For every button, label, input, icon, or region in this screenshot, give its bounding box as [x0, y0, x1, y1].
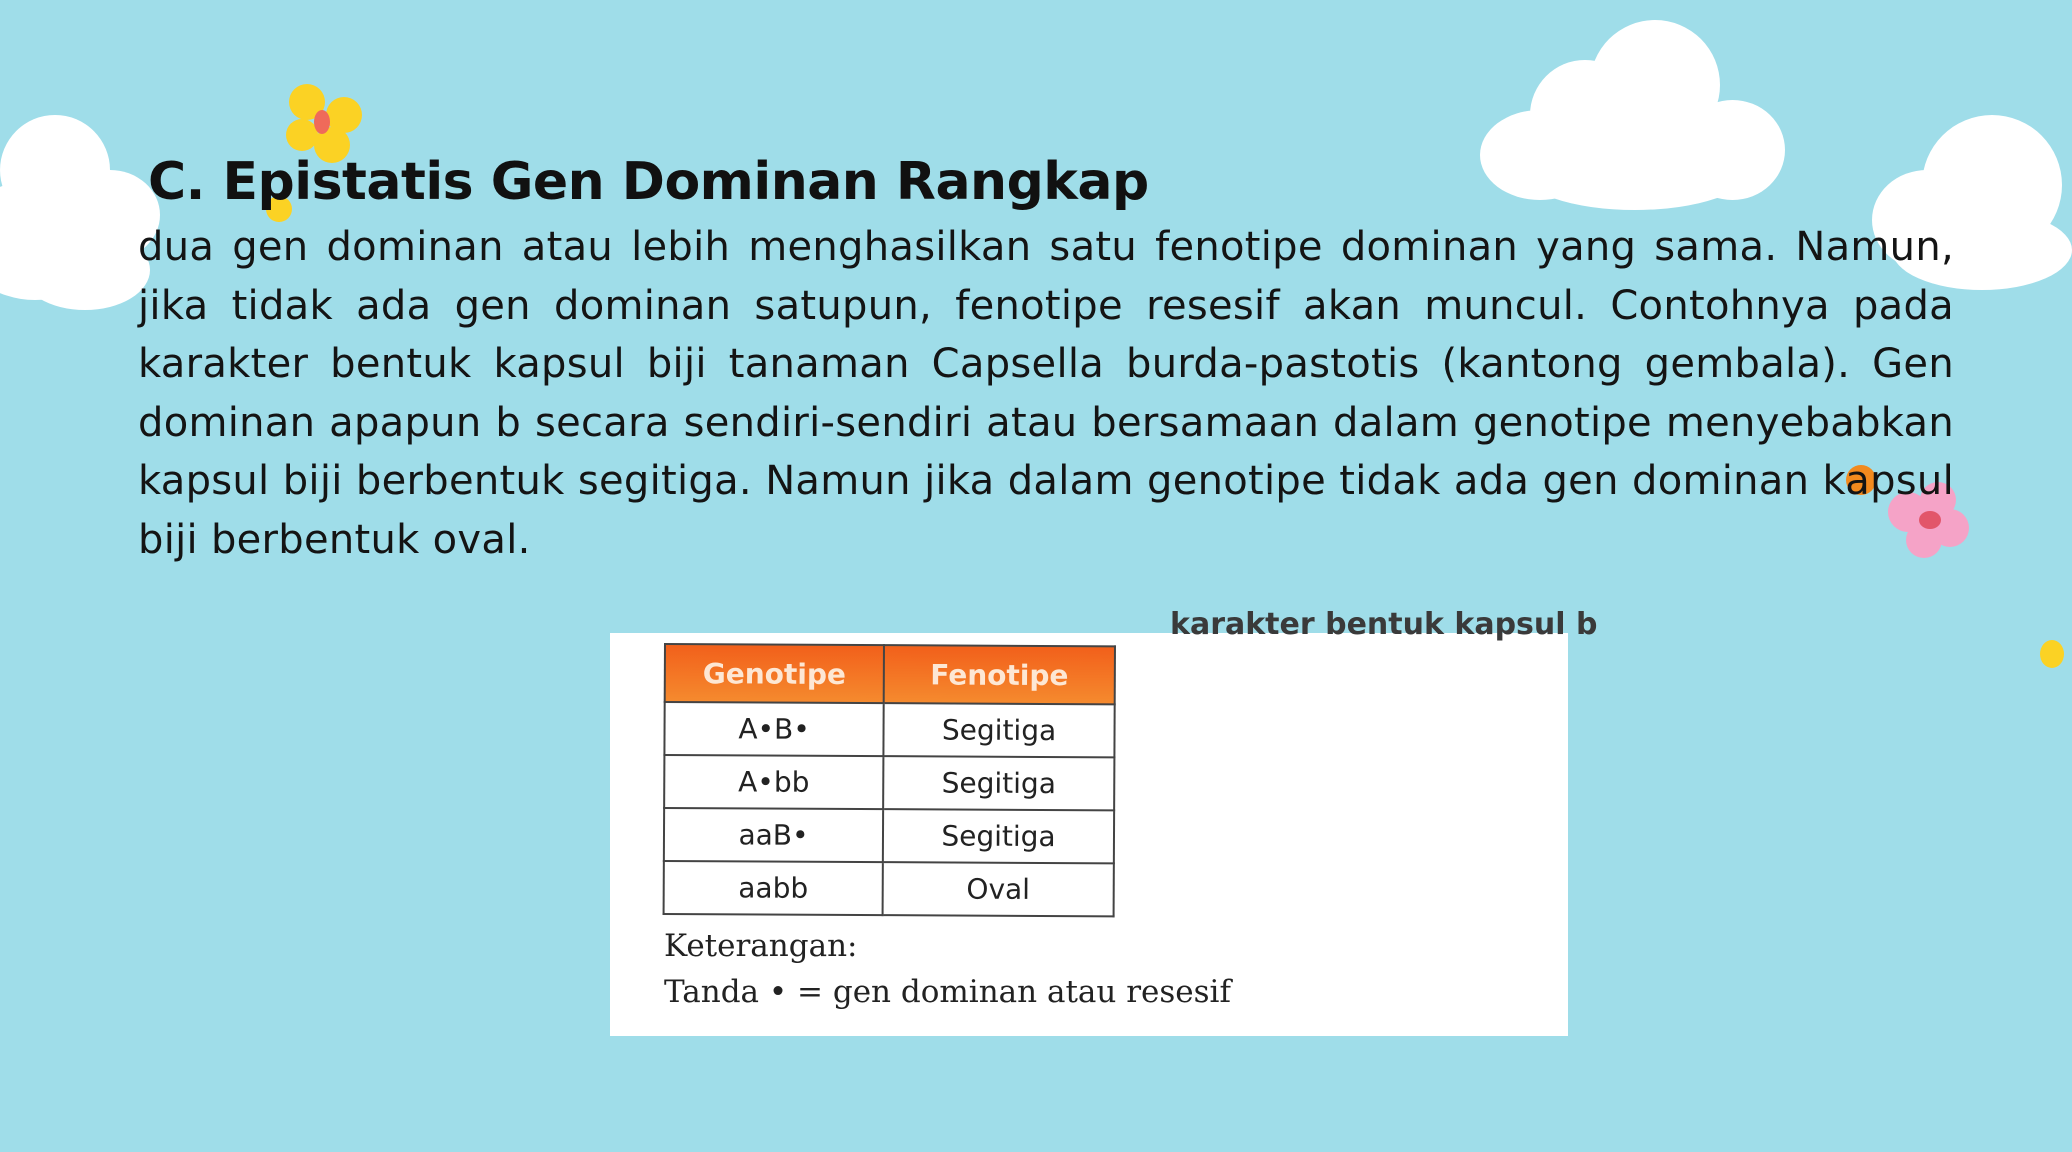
table-row	[664, 702, 1114, 757]
slide-title: C. Epistatis Gen Dominan Rangkap	[148, 152, 1149, 212]
genotype-phenotype-table	[663, 643, 1116, 917]
phenotype-cell: Segitiga	[883, 756, 1114, 810]
cloud-left-decoration	[0, 110, 160, 310]
cloud-top-right-decoration	[1480, 20, 1790, 215]
body-paragraph: dua gen dominan atau lebih menghasilkan satu fenotipe dominan yang sama. Namun, jika tidak ada gen dominan satupun, fenotipe resesif akan muncul. Contohnya pada karakter bentuk kapsul biji tanaman Capsella burda-pastotis (kantong gembala). Gen dominan apapun b secara sendiri-sendiri atau bersamaan dalam genotipe menyebabkan kapsul biji berbentuk segitiga. Namun jika dalam genotipe tidak ada gen dominan kapsul biji berbentuk oval.	[138, 224, 1954, 563]
legend-text: Tanda • = gen dominan atau resesif	[664, 974, 1231, 1010]
genotype-cell: aabb	[664, 861, 883, 915]
genotype-cell: A•bb	[664, 755, 883, 809]
header-genotipe: Genotipe	[665, 644, 884, 703]
legend-heading: Keterangan:	[664, 928, 858, 964]
phenotype-cell: Oval	[883, 862, 1114, 916]
table-row	[664, 808, 1114, 863]
table-header-row	[665, 644, 1115, 704]
cropped-figure-caption: karakter bentuk kapsul b	[1170, 607, 1598, 642]
yellow-edge-dot-decoration	[2040, 640, 2064, 668]
genotype-cell: A•B•	[664, 702, 883, 756]
phenotype-cell: Segitiga	[883, 809, 1114, 863]
genotype-phenotype-figure	[610, 607, 1598, 1036]
table-row	[664, 861, 1114, 916]
table-row	[664, 755, 1114, 810]
phenotype-cell: Segitiga	[883, 703, 1114, 757]
figure-legend	[664, 923, 1231, 1015]
header-fenotipe: Fenotipe	[884, 645, 1115, 704]
genotype-cell: aaB•	[664, 808, 883, 862]
